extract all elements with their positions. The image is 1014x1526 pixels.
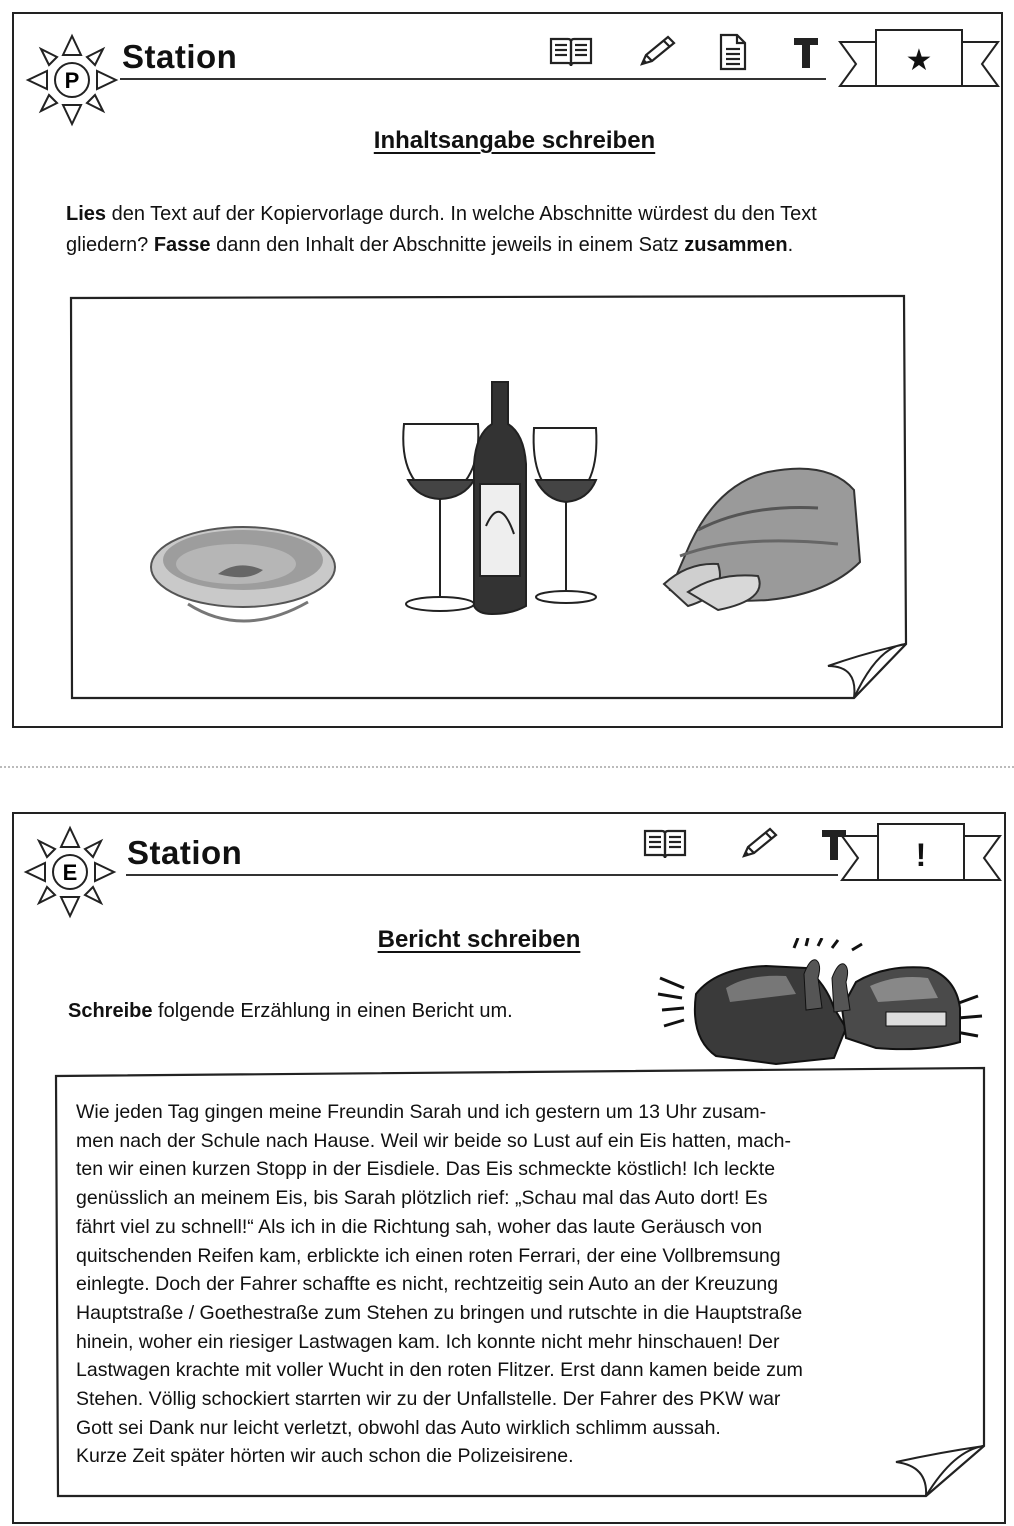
document-icon — [718, 32, 748, 72]
category-icons — [642, 826, 848, 862]
ribbon-banner — [838, 818, 1004, 890]
story-text — [76, 1098, 936, 1471]
story-line: Lastwagen krachte mit voller Wucht in den roten Flitzer. Erst dann kamen beide zum — [76, 1359, 803, 1382]
sun-badge-icon — [20, 822, 120, 922]
story-line: genüsslich an meinem Eis, bis Sarah plötzlich rief: „Schau mal das Auto dort! Es — [76, 1187, 768, 1210]
instruction-text: folgende Erzählung in einen Bericht um. — [152, 1000, 513, 1022]
story-line: men nach der Schule nach Hause. Weil wir beide so Lust auf ein Eis hatten, mach- — [76, 1129, 792, 1152]
book-icon — [642, 826, 688, 862]
image-paper-frame — [68, 294, 914, 704]
station-card-e — [12, 812, 1006, 1524]
story-line: Gott sei Dank nur leicht verletzt, obwohl das Auto wirklich schlimm aussah. — [76, 1416, 721, 1439]
badge-letter: E — [62, 860, 78, 885]
instruction-text: gliedern? — [66, 234, 154, 256]
section-heading: Inhaltsangabe schreiben — [373, 127, 656, 154]
story-line: fährt viel zu schnell!“ Als ich in die Richtung sah, woher das laute Geräusch von — [76, 1215, 763, 1238]
station-title: Station — [127, 834, 243, 871]
story-line: Kurze Zeit später hörten wir auch schon die Polizeisirene. — [76, 1445, 574, 1468]
title-rule — [126, 874, 838, 876]
ribbon-banner — [836, 24, 1002, 96]
instruction-keyword: zusammen — [684, 234, 788, 256]
story-line: einlegte. Doch der Fahrer schaffte es nicht, rechtzeitig sein Auto an der Kreuzung — [76, 1273, 779, 1296]
pencil-icon — [736, 826, 780, 862]
category-icons — [548, 32, 820, 72]
story-line: Stehen. Völlig schockiert starrten wir zu der Unfallstelle. Der Fahrer des PKW war — [76, 1388, 781, 1411]
instruction-keyword: Schreibe — [68, 1000, 153, 1022]
ribbon-symbol: ★ — [905, 43, 933, 78]
instruction-text: dann den Inhalt der Abschnitte jeweils in einem Satz — [210, 234, 685, 256]
ribbon-symbol: ! — [915, 837, 927, 873]
instruction-text: . — [787, 234, 794, 256]
title-rule — [120, 78, 826, 80]
station-title: Station — [122, 38, 238, 75]
instruction-keyword: Lies — [66, 203, 107, 225]
story-line: Wie jeden Tag gingen meine Freundin Sarah und ich gestern um 13 Uhr zusam- — [76, 1101, 767, 1123]
text-t-icon — [792, 34, 820, 70]
card-divider — [0, 766, 1014, 768]
section-heading: Bericht schreiben — [377, 926, 581, 953]
instruction-text: den Text auf der Kopiervorlage durch. In welche Abschnitte würdest du den Text — [106, 203, 817, 225]
pencil-icon — [634, 34, 678, 70]
station-card-p — [12, 12, 1003, 728]
story-line: ten wir einen kurzen Stopp in der Eisdiele. Das Eis schmeckte köstlich! Ich leckte — [76, 1158, 776, 1181]
story-line: Hauptstraße / Goethestraße zum Stehen zu bringen und rutschte in die Hauptstraße — [76, 1301, 803, 1324]
badge-letter: P — [64, 68, 80, 93]
story-line: hinein, woher ein riesiger Lastwagen kam. Ich konnte nicht mehr hinschauen! Der — [76, 1330, 780, 1353]
book-icon — [548, 34, 594, 70]
instruction-keyword: Fasse — [153, 234, 211, 256]
task-instruction — [66, 199, 966, 261]
story-line: quitschenden Reifen kam, erblickte ich einen roten Ferrari, der eine Vollbremsung — [76, 1244, 781, 1267]
task-instruction — [68, 996, 668, 1027]
sun-badge-icon — [22, 30, 122, 130]
